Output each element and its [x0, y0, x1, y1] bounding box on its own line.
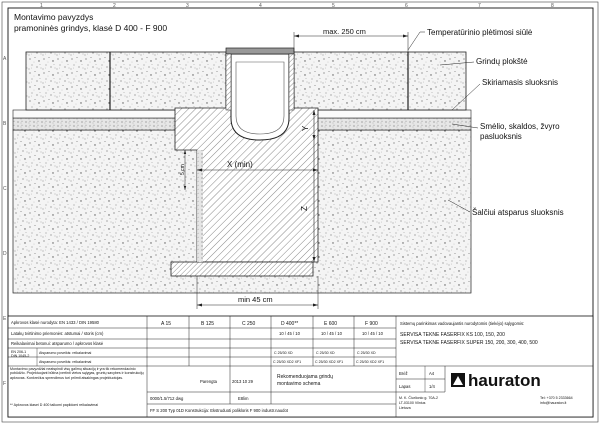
channel-edge-right: [289, 54, 294, 110]
label-frost-layer: Šalčiui atsparus sluoksnis: [472, 208, 564, 217]
tb-drawn-date: 2013 10 29: [232, 379, 253, 384]
row-mark-e: E: [3, 316, 7, 322]
tb-class-f900: F 900: [365, 321, 378, 327]
label-base-layer-line-1: Smėlio, skaldos, žvyro: [480, 122, 560, 131]
dimension-max-width-label: max. 250 cm: [323, 27, 366, 36]
tb-drawn-label: Parengta: [200, 379, 217, 384]
tb-class-b125: B 125: [201, 321, 215, 327]
col-mark-6: 6: [405, 3, 408, 9]
row-mark-c: C: [3, 186, 7, 192]
tb-concrete-d400-1: C 25/30 XD: [274, 351, 293, 355]
dimension-y-label: Y: [301, 125, 310, 131]
tb-scale-label: E8lim: [238, 396, 249, 401]
tb-sheet-value: 1/4: [429, 384, 435, 389]
row-mark-b: B: [3, 121, 7, 127]
tb-products-line-1: SERVISA TEKNE FASERFIX KS 100, 150, 200: [400, 332, 505, 338]
tb-desc-line-2: montavimo schema: [277, 381, 321, 387]
tb-row2-f900: 10 / 45 / 10: [362, 331, 383, 336]
col-mark-7: 7: [478, 3, 481, 9]
tb-concrete-e600-2: C 25/30 XD2 XF1: [315, 360, 344, 364]
tb-row3-label: Reikalavimai betonui: atsparumo / apkrovos klasė: [11, 341, 104, 346]
tb-row1-label: Apkrovos klasė nurodyta: EN 1433 / DIN 19580: [11, 320, 99, 325]
tb-company-email: info@hauraton.lt: [540, 401, 567, 405]
row-mark-d: D: [3, 251, 7, 257]
title-block: [8, 316, 593, 417]
tb-company-addr-3: Lietuva: [399, 406, 411, 410]
foundation-base-slab: [171, 262, 313, 276]
tb-format-label: Brėž: [399, 371, 408, 376]
tb-desc-line-1: Rekomenduojama grindų: [277, 374, 333, 380]
tb-bottom-text: FF S 200 Typ 01D Konstrukcija: Ekstruduoti polikloris F 900 industr.naudot: [150, 408, 288, 413]
tb-company-addr-2: LT-03100 Vilnius: [399, 401, 426, 405]
floor-slab-right: [294, 52, 466, 110]
tb-row4-label-c: Atsparumo poveikis: reikalavimai: [39, 351, 92, 355]
tb-system-note: Sistemų parinkimas vadovaujantis nurodytomis (tiekėjo) sąlygomis:: [400, 321, 525, 326]
row-mark-a: A: [3, 56, 7, 62]
col-mark-2: 2: [113, 3, 116, 9]
drawing-title-line-2: pramoninės grindys, klasė D 400 - F 900: [14, 23, 168, 33]
dimension-min-width-label: min 45 cm: [238, 295, 273, 304]
col-mark-4: 4: [259, 3, 262, 9]
col-mark-5: 5: [332, 3, 335, 9]
tb-format-value: A4: [429, 371, 435, 376]
col-mark-3: 3: [186, 3, 189, 9]
tb-row5-label-d: Atsparumo poveikis: reikalavimai: [39, 360, 92, 364]
tb-drawing-no: 0000/1.5/712 dwg: [150, 396, 184, 401]
tb-products-line-2: SERVISA TEKNE FASERFIX SUPER 150, 200, 300, 400, 500: [400, 340, 538, 346]
callout-expansion-joint: [408, 28, 533, 50]
logo-wordmark: hauraton: [468, 371, 541, 390]
tb-company-addr-1: M. K. Čiurlionio g. 70A-2: [399, 396, 438, 400]
drainage-channel-inner: [236, 62, 284, 134]
tb-note-left: Montavimo pavyzdžiai neatspindi visų galimų situacijų ir yra tik rekomendacinio pobūdžio. Projektuojant būtina įvertinti vietos sąlygas, gruntų savybes ir konstrukcijų apkrovas. Konkrečius sprendimus turi priimti atsakingas projektuotojas.: [10, 367, 144, 380]
tb-concrete-f900-2: C 25/30 XD2 XF1: [356, 360, 385, 364]
foundation-gravel-infill: [197, 150, 203, 262]
row-mark-f: F: [3, 381, 7, 387]
dimension-x-min-label: X (min): [227, 160, 253, 169]
label-separating-layer: Skiriamasis sluoksnis: [482, 78, 559, 87]
dimension-sm-label: 5 cm: [180, 164, 186, 175]
tb-class-e600: E 600: [324, 321, 338, 327]
tb-class-c250: C 250: [242, 321, 256, 327]
tb-class-d400: D 400**: [281, 321, 299, 327]
label-expansion-joint: Temperatūrinio plėtimosi siūlė: [427, 28, 533, 37]
channel-edge-left: [226, 54, 231, 110]
tb-sheet-label: Lapas: [399, 384, 411, 389]
tb-concrete-e600-1: C 25/30 XD: [316, 351, 335, 355]
floor-slab-left: [26, 52, 226, 110]
tb-concrete-f900-1: C 25/30 XD: [357, 351, 376, 355]
tb-concrete-d400-2: C 25/30 XD2 XF1: [273, 360, 302, 364]
channel-grating: [226, 48, 294, 54]
label-base-layer-line-2: pasluoksnis: [480, 132, 522, 141]
col-mark-8: 8: [551, 3, 554, 9]
tb-row2-label: Latakų tvirtinimo priemonės: atstumai / storis (cm): [11, 331, 104, 336]
tb-class-a15: A 15: [161, 321, 172, 327]
edge-row-marks: [3, 56, 7, 387]
tb-row2-d400: 10 / 45 / 10: [279, 331, 300, 336]
tb-row4-label-a: EN 206-1: [11, 350, 27, 354]
tb-row2-e600: 10 / 45 / 10: [321, 331, 342, 336]
col-mark-1: 1: [40, 3, 43, 9]
tb-company-tel: Tel: +370 5 2333664: [540, 396, 573, 400]
tb-row4-label-b: DIN 1045-2: [11, 354, 30, 358]
drawing-title-line-1: Montavimo pavyzdys: [14, 12, 94, 22]
callout-separating-layer: [452, 78, 558, 110]
dimension-max-width: [294, 27, 408, 52]
label-floor-slab: Grindų plokštė: [476, 57, 528, 66]
tb-note-bottom-wrapper: [10, 403, 146, 416]
dimension-z-label: Z: [300, 206, 309, 211]
tb-note-bottom: ** Apkrovos klasei D 400 taikomi papildomi reikalavimai: [10, 403, 99, 407]
tb-note-left-wrapper: [10, 367, 146, 399]
